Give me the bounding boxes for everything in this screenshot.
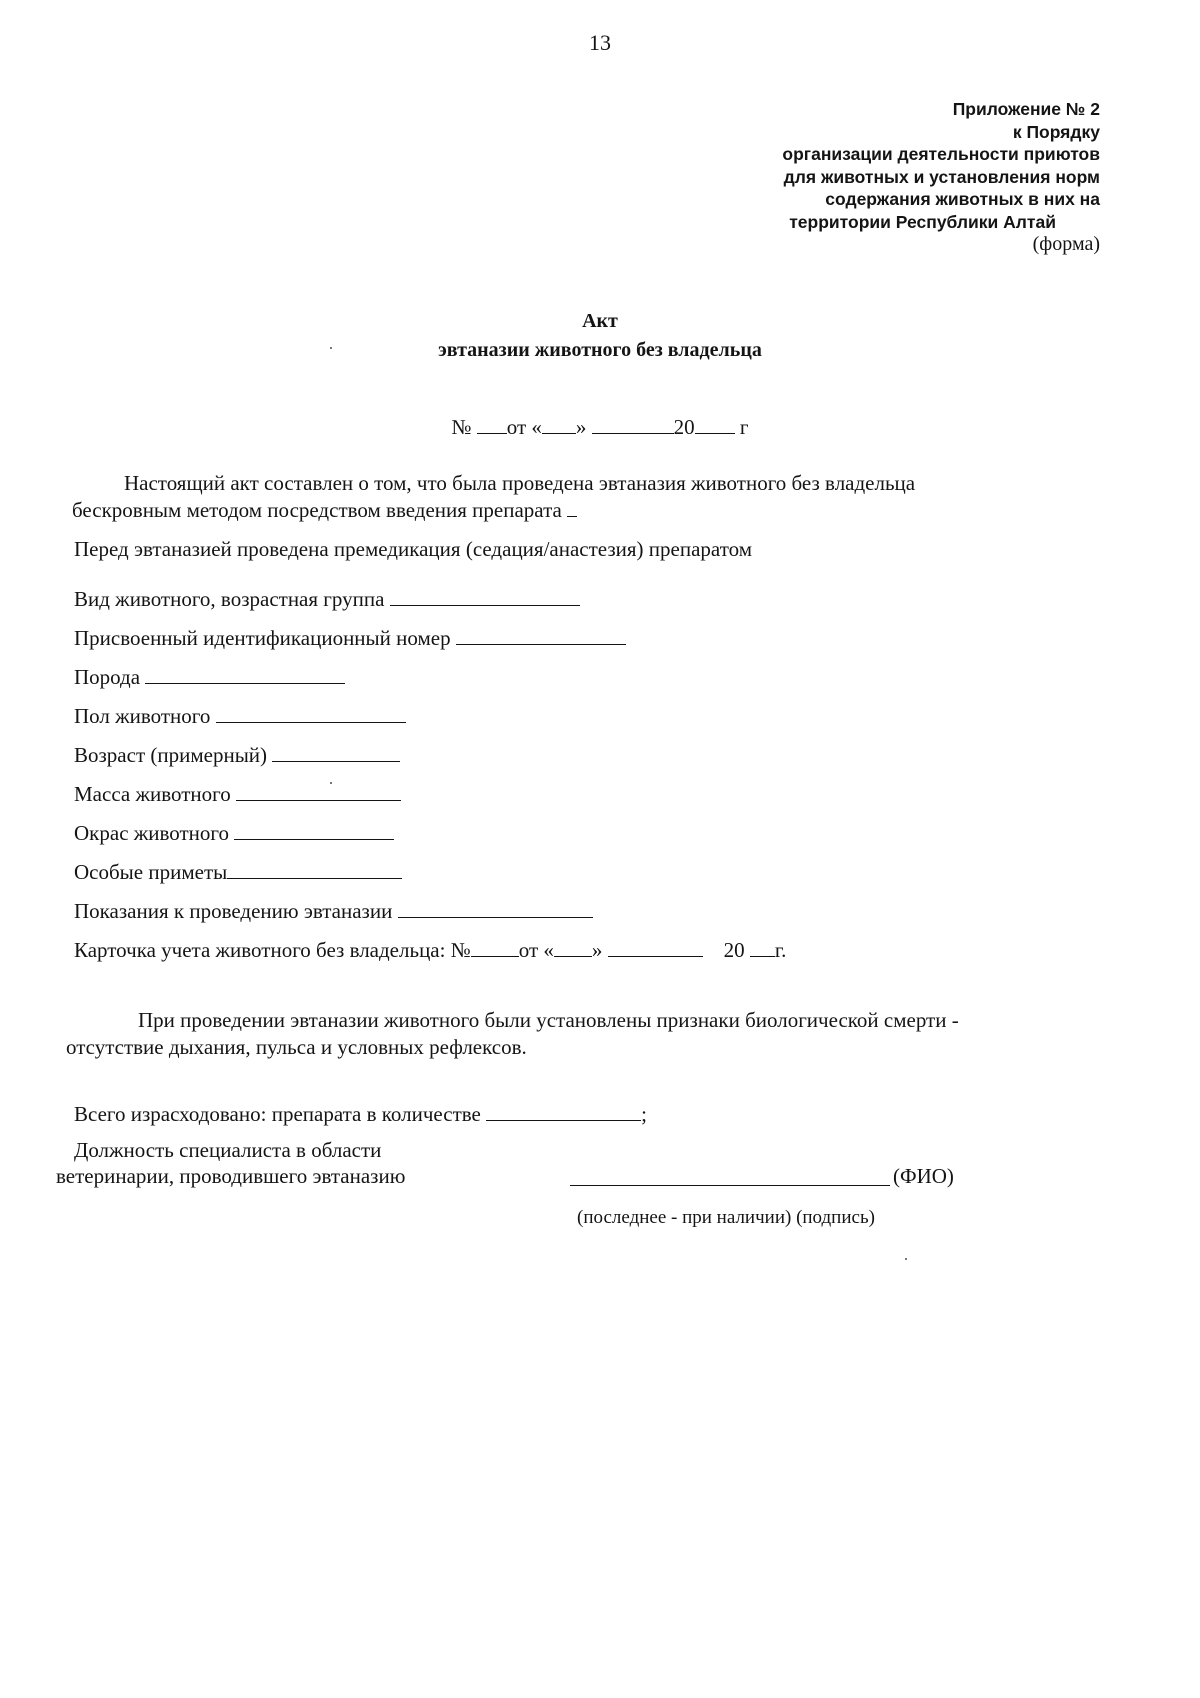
- date-from-label: от «: [506, 415, 542, 439]
- year-suffix: г: [739, 415, 749, 439]
- card-year-prefix: 20: [723, 938, 745, 962]
- card-year-suffix: г.: [774, 938, 787, 962]
- total-used-label: Всего израсходовано: препарата в количестве: [74, 1102, 481, 1126]
- premedication-line: Перед эвтаназией проведена премедикация (седация/анастезия) препаратом: [74, 537, 752, 561]
- signature-blank: [570, 1185, 890, 1186]
- id-number-blank: [456, 626, 626, 645]
- fio-label: (ФИО): [893, 1164, 954, 1188]
- appendix-line: к Порядку: [1012, 121, 1100, 142]
- field-label: Особые приметы: [74, 860, 228, 884]
- page-number: 13: [589, 30, 611, 55]
- field-weight: [74, 782, 401, 807]
- appendix-header: [782, 98, 1100, 256]
- card-date-from: от «: [518, 938, 554, 962]
- form-label: (форма): [1032, 233, 1100, 255]
- scan-speck: [905, 1258, 907, 1260]
- document-subtitle: эвтаназии животного без владельца: [438, 339, 762, 361]
- field-label: Присвоенный идентификационный номер: [74, 626, 451, 650]
- death-signs-paragraph: [66, 1007, 1126, 1061]
- scan-speck: [330, 347, 332, 349]
- age-blank: [272, 743, 400, 762]
- scan-speck: [330, 782, 332, 784]
- specialist-line-1: Должность специалиста в области: [74, 1138, 382, 1162]
- intro-line-2: бескровным методом посредством введения препарата: [72, 498, 562, 522]
- total-used-line: [74, 1102, 647, 1127]
- total-used-end: ;: [641, 1102, 647, 1126]
- card-number-blank: [471, 938, 519, 957]
- close-quote: »: [575, 415, 587, 439]
- field-color: [74, 821, 394, 846]
- appendix-line: Приложение № 2: [952, 99, 1100, 119]
- field-indications: [74, 899, 593, 924]
- death-signs-line-2: отсутствие дыхания, пульса и условных рефлексов.: [66, 1035, 527, 1059]
- quantity-blank: [486, 1102, 641, 1121]
- card-line: [74, 938, 786, 963]
- field-species: [74, 587, 580, 612]
- appendix-line: территории Республики Алтай: [789, 211, 1056, 232]
- field-label: Пол животного: [74, 704, 211, 728]
- field-age: [74, 743, 400, 768]
- field-id-number: [74, 626, 626, 651]
- species-blank: [390, 587, 580, 606]
- field-label: Возраст (примерный): [74, 743, 268, 767]
- year-prefix: 20: [673, 415, 695, 439]
- field-label: Показания к проведению эвтаназии: [74, 899, 393, 923]
- weight-blank: [236, 782, 401, 801]
- appendix-line: организации деятельности приютов: [782, 144, 1100, 164]
- field-label: Окрас животного: [74, 821, 230, 845]
- field-label: Вид животного, возрастная группа: [74, 587, 385, 611]
- card-close-quote: »: [591, 938, 603, 962]
- day-blank: [542, 415, 576, 434]
- breed-blank: [145, 665, 345, 684]
- death-signs-line-1: При проведении эвтаназии животного были установлены признаки биологической смерти -: [138, 1008, 959, 1032]
- field-label: Масса животного: [74, 782, 231, 806]
- specialist-line-2: ветеринарии, проводившего эвтаназию: [56, 1164, 406, 1188]
- intro-line-1: Настоящий акт составлен о том, что была проведена эвтаназия животного без владельца: [124, 471, 916, 495]
- act-number-line: [0, 415, 1200, 440]
- act-number-blank: [477, 415, 507, 434]
- color-blank: [234, 821, 394, 840]
- sex-blank: [216, 704, 406, 723]
- marks-blank: [227, 860, 402, 879]
- field-breed: [74, 665, 345, 690]
- intro-paragraph: [72, 470, 1112, 524]
- document-title: Акт: [582, 310, 618, 332]
- indications-blank: [398, 899, 593, 918]
- month-blank: [592, 415, 674, 434]
- appendix-line: содержания животных в них на: [825, 189, 1100, 209]
- appendix-line: для животных и установления норм: [783, 166, 1100, 187]
- card-day-blank: [554, 938, 592, 957]
- field-label: Порода: [74, 665, 141, 689]
- card-label: Карточка учета животного без владельца: №: [74, 938, 471, 962]
- signature-caption: (последнее - при наличии) (подпись): [577, 1207, 875, 1228]
- drug-blank: [567, 498, 577, 517]
- field-marks: [74, 860, 402, 885]
- card-month-blank: [608, 938, 703, 957]
- field-sex: [74, 704, 406, 729]
- number-sign: №: [451, 415, 472, 439]
- card-year-blank: [750, 938, 775, 957]
- year-blank: [695, 415, 735, 434]
